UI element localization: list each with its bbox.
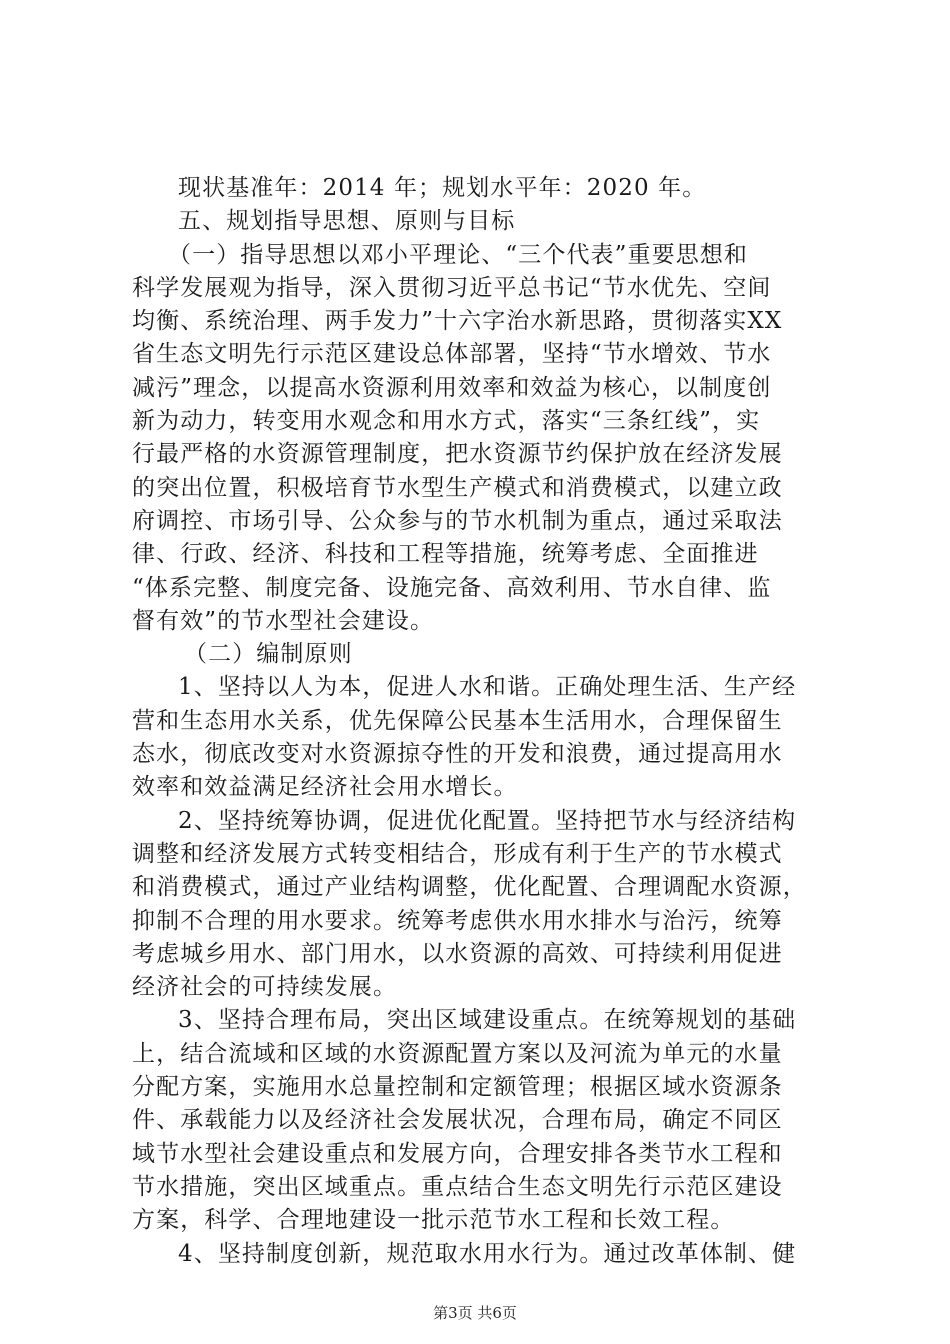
text-line: 件、承载能力以及经济社会发展状况，合理布局，确定不同区: [132, 1107, 783, 1134]
text-line: 分配方案，实施用水总量控制和定额管理；根据区域水资源条: [132, 1074, 783, 1101]
text-line: 均衡、系统治理、两手发力”十六字治水新思路，贯彻落实XX: [132, 308, 783, 335]
subsection-heading: （一）指导思想以邓小平理论、“三个代表”重要思想和: [168, 241, 749, 268]
text-line: “体系完整、制度完备、设施完备、高效利用、节水自律、监: [132, 574, 772, 601]
text-line: 效率和效益满足经济社会用水增长。: [132, 774, 518, 801]
paragraph-start: 4、坚持制度创新，规范取水用水行为。通过改革体制、健: [178, 1240, 797, 1267]
text-line: 省生态文明先行示范区建设总体部署，坚持“节水增效、节水: [132, 341, 772, 368]
paragraph-start: 1、坚持以人为本，促进人水和谐。正确处理生活、生产经: [178, 674, 797, 701]
subsection-heading: （二）编制原则: [184, 641, 353, 668]
text-line: 考虑城乡用水、部门用水，以水资源的高效、可持续利用促进: [132, 940, 783, 967]
page-number: 第3页 共6页: [433, 1304, 517, 1322]
text-line: 经济社会的可持续发展。: [132, 974, 398, 1001]
text-line: 节水措施，突出区域重点。重点结合生态文明先行示范区建设: [132, 1173, 783, 1200]
text-line: 上，结合流域和区域的水资源配置方案以及河流为单元的水量: [132, 1040, 783, 1067]
text-line: 现状基准年：2014 年；规划水平年：2020 年。: [178, 175, 707, 201]
page-footer: [0, 1302, 950, 1323]
paragraph-start: 3、坚持合理布局，突出区域建设重点。在统筹规划的基础: [178, 1007, 797, 1034]
body-text: [132, 172, 832, 1271]
text-line: 方案，科学、合理地建设一批示范节水工程和长效工程。: [132, 1207, 735, 1234]
text-line: 府调控、市场引导、公众参与的节水机制为重点，通过采取法: [132, 507, 783, 534]
text-line: 抑制不合理的用水要求。统筹考虑供水用水排水与治污，统筹: [132, 907, 783, 934]
text-line: 营和生态用水关系，优先保障公民基本生活用水，合理保留生: [132, 707, 783, 734]
text-line: 新为动力，转变用水观念和用水方式，落实“三条红线”，实: [132, 408, 761, 435]
text-line: 律、行政、经济、科技和工程等措施，统筹考虑、全面推进: [132, 541, 759, 568]
text-line: 和消费模式，通过产业结构调整，优化配置、合理调配水资源，: [132, 874, 807, 901]
text-line: 态水，彻底改变对水资源掠夺性的开发和浪费，通过提高用水: [132, 741, 783, 768]
text-line: 调整和经济发展方式转变相结合，形成有利于生产的节水模式: [132, 840, 783, 867]
text-line: 科学发展观为指导，深入贯彻习近平总书记“节水优先、空间: [132, 274, 772, 301]
text-line: 的突出位置，积极培育节水型生产模式和消费模式，以建立政: [132, 474, 783, 501]
text-line: 减污”理念，以提高水资源利用效率和效益为核心，以制度创: [132, 374, 772, 401]
paragraph-start: 2、坚持统筹协调，促进优化配置。坚持把节水与经济结构: [178, 807, 797, 834]
text-line: 行最严格的水资源管理制度，把水资源节约保护放在经济发展: [132, 441, 783, 468]
text-line: 督有效”的节水型社会建设。: [132, 607, 435, 634]
text-line: 域节水型社会建设重点和发展方向，合理安排各类节水工程和: [132, 1140, 783, 1167]
section-heading: 五、规划指导思想、原则与目标: [178, 208, 516, 235]
